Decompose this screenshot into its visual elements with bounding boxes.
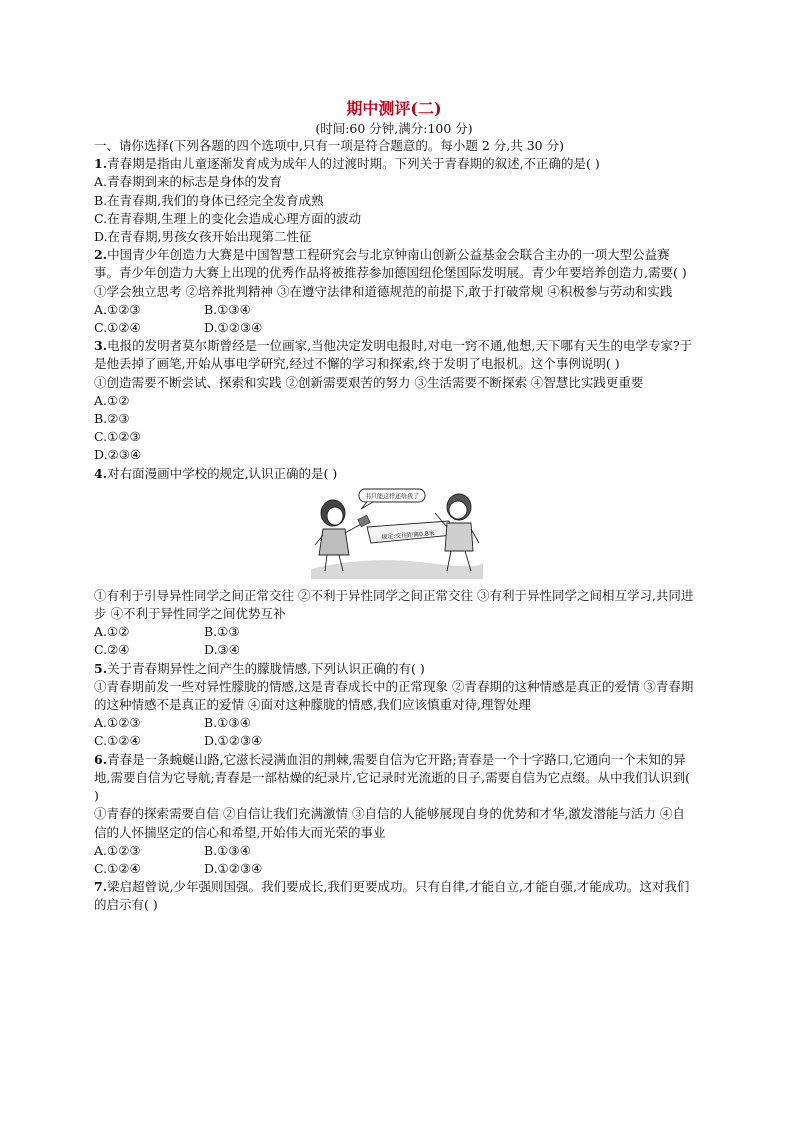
q3-option-a: A.①②	[94, 392, 130, 408]
q5-option-d: D.①②③④	[204, 733, 263, 749]
q5-statements: ①青春期前发一些对异性朦胧的情感,这是青春成长中的正常现象 ②青春期的这种情感是真正的爱情 ③青春期的这种情感不是真正的爱情 ④面对这种朦胧的情感,我们应该慎重对待,理智处理	[94, 678, 694, 713]
q5-options-row-2	[94, 732, 694, 750]
q3-statements: ①创造需要不断尝试、探索和实践 ②创新需要艰苦的努力 ③生活需要不断探索 ④智慧比实践更重要	[94, 374, 644, 390]
q6-option-c: C.①②④	[94, 860, 141, 876]
question-7-text: 梁启超曾说,少年强则国强。我们要成长,我们更要成功。只有自律,才能自立,才能自强,才能成功。这对我们的启示有( )	[94, 879, 690, 913]
question-5-text: 关于青春期异性之间产生的朦胧情感,下列认识正确的有( )	[107, 660, 425, 676]
question-3-stem	[94, 337, 694, 373]
q4-option-a: A.①②	[94, 624, 130, 640]
question-4-text: 对右面漫画中学校的规定,认识正确的是( )	[107, 465, 338, 481]
q6-option-b: B.①③④	[204, 842, 251, 858]
question-1-number: 1.	[94, 156, 108, 172]
exam-title: 期中测评(二)	[346, 99, 442, 118]
q6-options-row-1	[94, 842, 694, 860]
question-3-text: 电报的发明者莫尔斯曾经是一位画家,当他决定发明电报时,对电一窍不通,他想,天下哪有天生的电学专家?于是他丢掉了画笔,开始从事电学研究,经过不懈的学习和探索,终于发明了电报机。这个事例说明( )	[94, 338, 693, 372]
q6-options-row-2	[94, 860, 694, 878]
question-1-text: 青春期是指由儿童逐渐发育成为成年人的过渡时期。下列关于青春期的叙述,不正确的是( )	[107, 156, 600, 172]
q4-options-row-1	[94, 623, 694, 641]
q5-option-b: B.①③④	[204, 715, 251, 731]
q2-option-b: B.①③④	[204, 301, 251, 317]
question-7-number: 7.	[94, 879, 108, 895]
q4-option-b: B.①③	[204, 624, 240, 640]
q6-statements: ①青春的探索需要自信 ②自信让我们充满激情 ③自信的人能够展现自身的优势和才华,激发潜能与活力 ④自信的人怀揣坚定的信心和希望,开始伟大而光荣的事业	[94, 806, 685, 840]
q4-options-row-2	[94, 641, 694, 659]
question-2-text: 中国青少年创造力大赛是中国智慧工程研究会与北京钟南山创新公益基金会联合主办的一项大型公益赛事。青少年创造力大赛上出现的优秀作品将被推荐参加德国纽伦堡国际发明展。青少年要培养创造力,需要( )	[94, 247, 687, 281]
q2-options-row-1	[94, 301, 694, 319]
q3-option-c: C.①②③	[94, 429, 141, 445]
q2-option-d: D.①②③④	[204, 320, 263, 336]
question-2-stem	[94, 246, 694, 282]
section-heading: 一、请你选择(下列各题的四个选项中,只有一项是符合题意的。每小题 2 分,共 30 分)	[94, 138, 564, 153]
question-1-stem	[94, 155, 694, 173]
question-2-number: 2.	[94, 247, 108, 263]
q3-option-d: D.②③④	[94, 447, 142, 463]
q1-option-d: D.在青春期,男孩女孩开始出现第二性征	[94, 229, 312, 245]
q1-option-c: C.在青春期,生理上的变化会造成心理方面的波动	[94, 210, 362, 226]
question-4-stem	[94, 465, 694, 483]
q5-option-a: A.①②③	[94, 715, 141, 731]
q4-option-c: C.②④	[94, 642, 130, 658]
q5-option-c: C.①②④	[94, 733, 141, 749]
question-6-number: 6.	[94, 751, 108, 767]
distance-banner	[367, 521, 453, 543]
exam-page	[94, 94, 694, 915]
q1-option-a: A.青春期到来的标志是身体的发育	[94, 174, 283, 190]
question-5-stem	[94, 660, 694, 678]
q4-option-d: D.③④	[204, 642, 240, 658]
cartoon-figure	[309, 485, 485, 579]
girl-figure	[315, 500, 363, 571]
banner-text: 规定:交往距离0.8米	[380, 530, 435, 541]
q4-statements: ①有利于引导异性同学之间正常交往 ②不利于异性同学之间正常交往 ③有利于异性同学之间相互学习,共同进步 ④不利于异性同学之间优势互补	[94, 587, 694, 622]
q2-statements: ①学会独立思考 ②培养批判精神 ③在遵守法律和道德规范的前提下,敢于打破常规 ④积极参与劳动和实践	[94, 283, 673, 299]
q3-option-b: B.②③	[94, 411, 130, 427]
speech-bubble	[359, 489, 425, 509]
question-6-text: 青春是一条蜿蜒山路,它滋长浸满血泪的荆棘,需要自信为它开路;青春是一个十字路口,它通向一个未知的异地,需要自信为它导航;青春是一部枯燥的纪录片,它记录时光流逝的日子,需要自信为它点缀。从中我们认识到( )	[94, 751, 691, 804]
q6-option-d: D.①②③④	[204, 860, 263, 876]
question-7-stem	[94, 878, 694, 914]
q1-option-b: B.在青春期,我们的身体已经完全发育成熟	[94, 192, 324, 208]
question-5-number: 5.	[94, 660, 108, 676]
speech-bubble-text: 书只能这样还给我了	[365, 493, 420, 501]
question-6-stem	[94, 751, 694, 806]
question-4-number: 4.	[94, 465, 108, 481]
question-3-number: 3.	[94, 338, 108, 354]
q6-option-a: A.①②③	[94, 842, 141, 858]
q2-option-c: C.①②④	[94, 320, 141, 336]
q2-options-row-2	[94, 319, 694, 337]
q5-options-row-1	[94, 714, 694, 732]
q2-option-a: A.①②③	[94, 301, 141, 317]
exam-subtitle: (时间:60 分钟,满分:100 分)	[315, 121, 473, 136]
